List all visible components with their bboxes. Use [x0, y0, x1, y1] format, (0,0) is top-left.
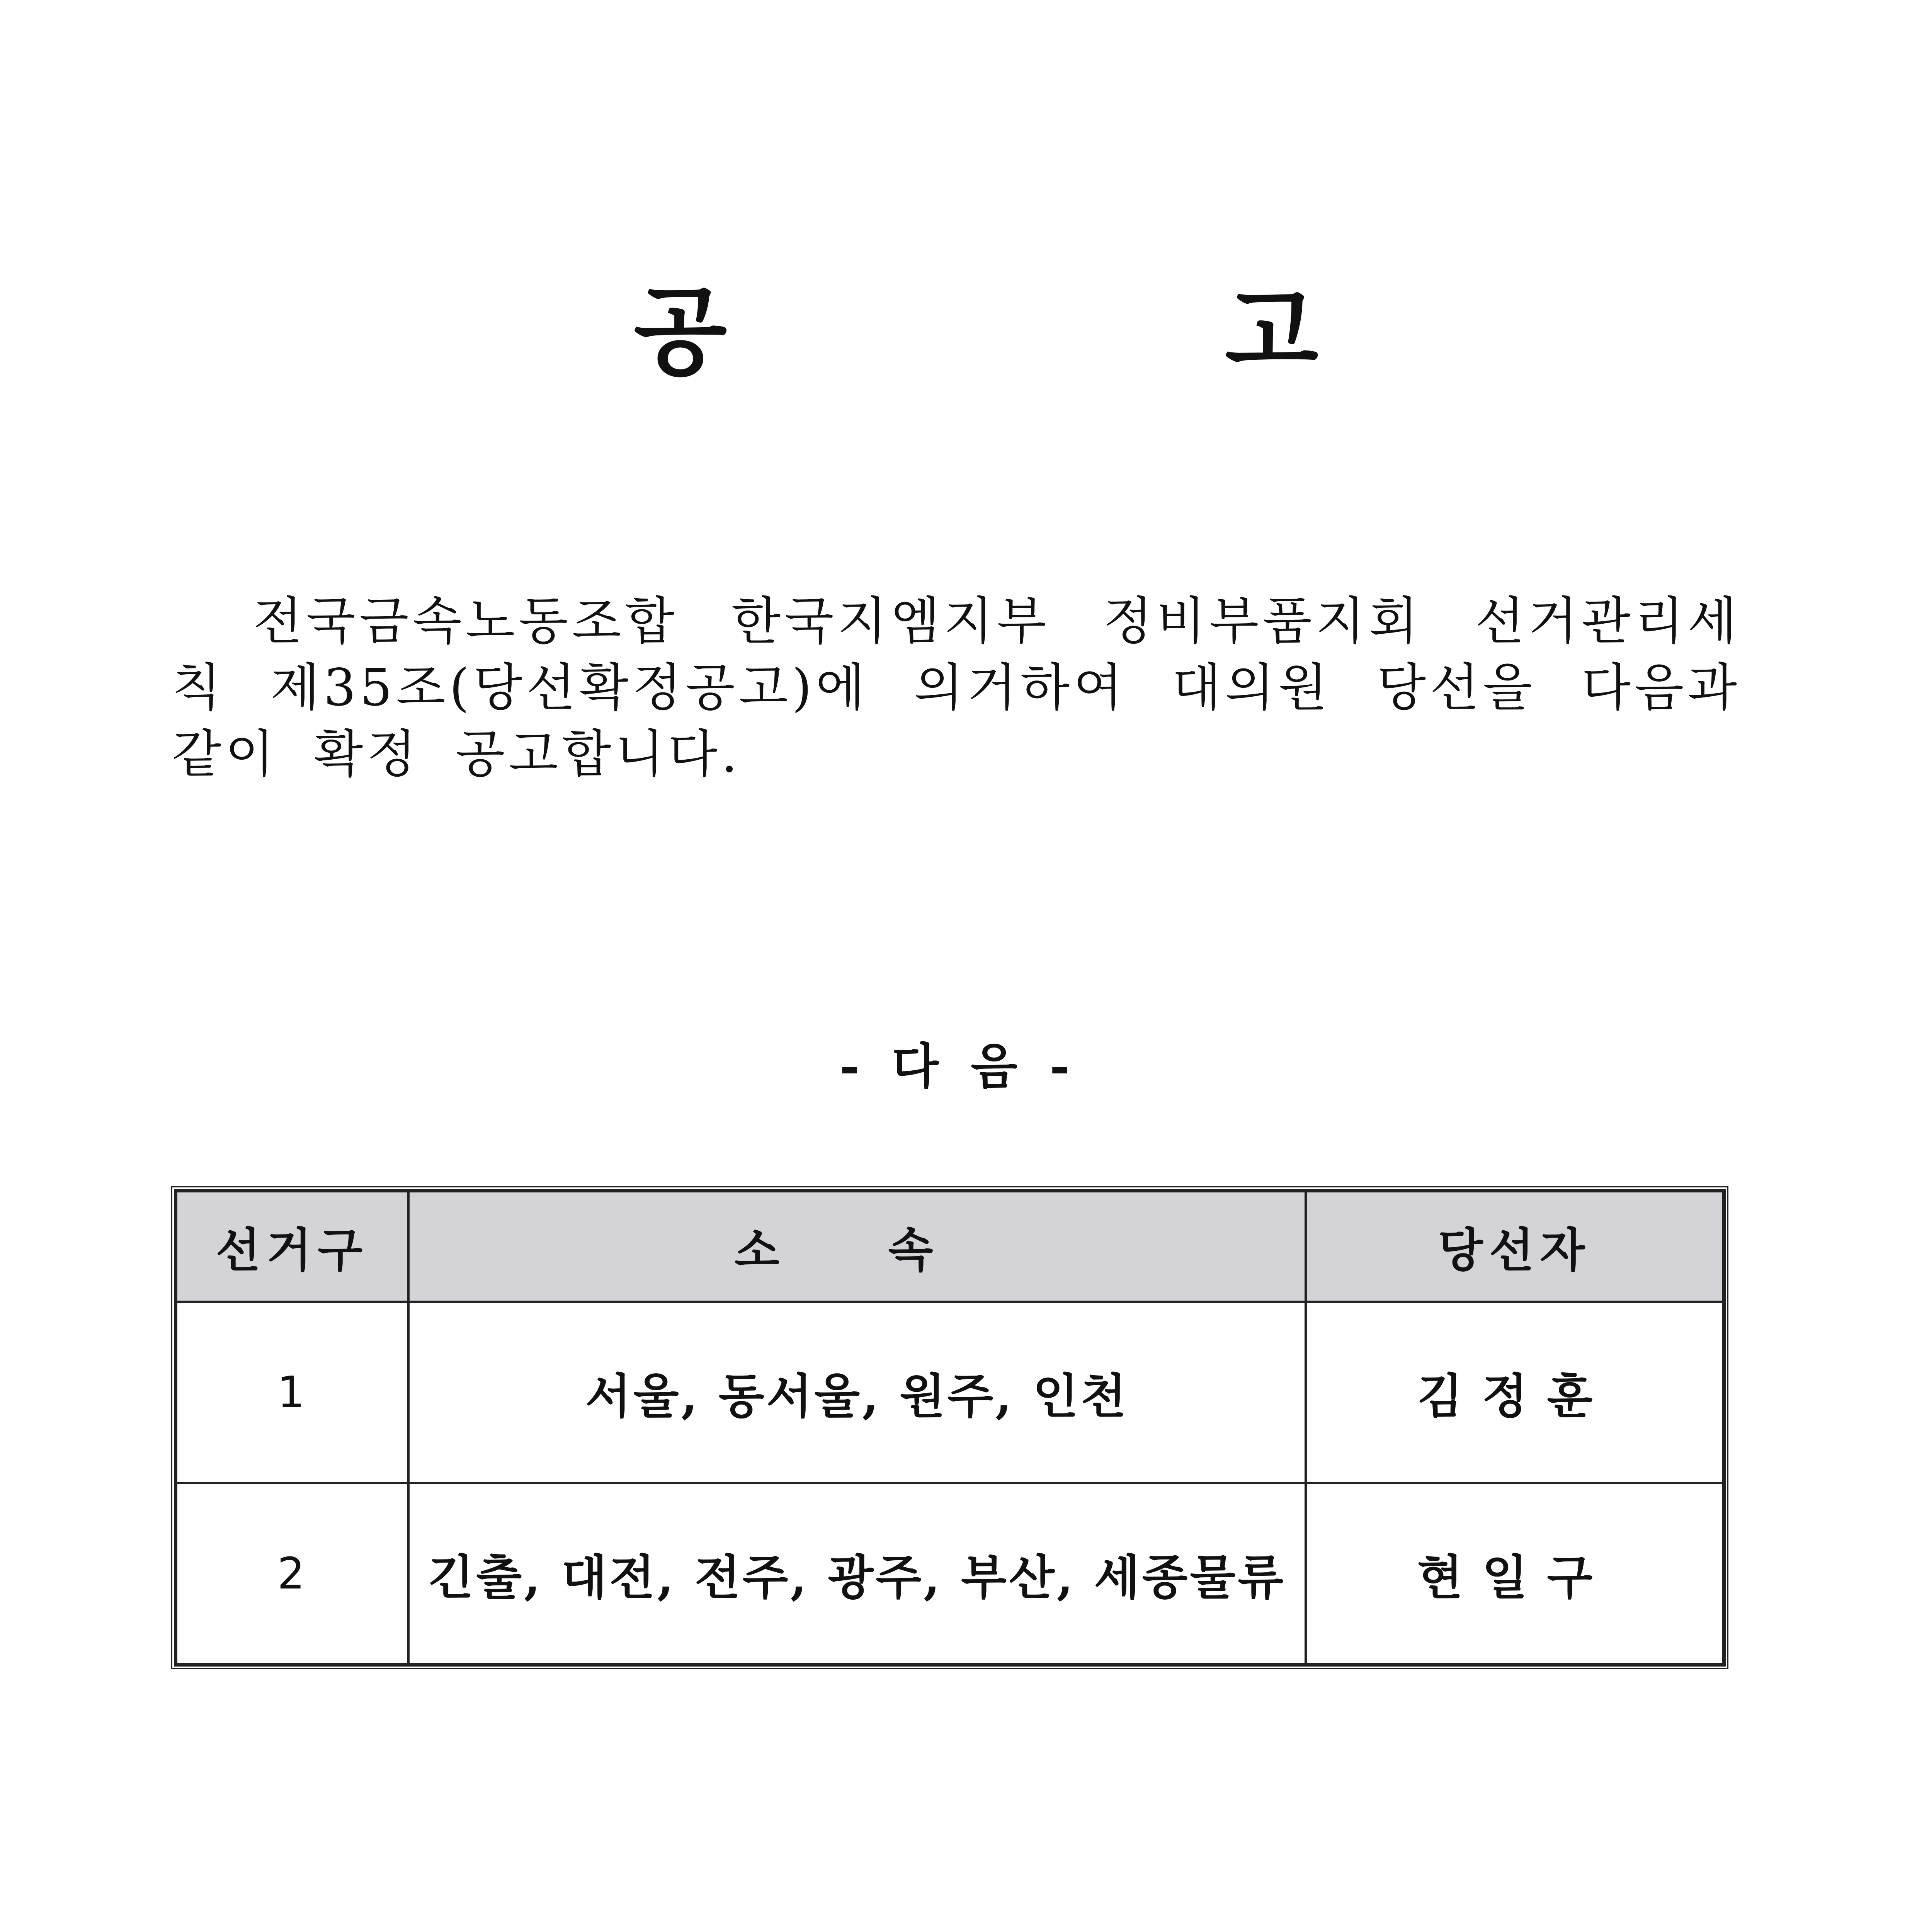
sub-heading: - 다 음 - — [839, 1038, 1078, 1095]
row-1-district: 1 — [176, 1302, 408, 1483]
row-2-affiliation: 긴출, 대전, 전주, 광주, 부산, 세종물류 — [408, 1483, 1306, 1664]
row-2-winner: 현일구 — [1306, 1483, 1723, 1664]
results-table-frame — [171, 1186, 1728, 1669]
title-char-1: 공 — [634, 276, 727, 388]
row-2-district: 2 — [176, 1483, 408, 1664]
results-table — [175, 1190, 1725, 1665]
title-char-2: 고 — [1225, 276, 1318, 388]
row-1-affiliation: 서울, 동서울, 원주, 인천 — [408, 1302, 1306, 1483]
notice-title — [0, 270, 1917, 394]
notice-body-paragraph: 전국금속노동조합 한국지엠지부 정비부품지회 선거관리세칙 제35조(당선확정공고)에 의거하여 대의원 당선을 다음과 같이 확정 공고합니다. — [172, 592, 1741, 784]
header-winner: 당선자 — [1306, 1191, 1723, 1302]
header-district: 선거구 — [176, 1191, 408, 1302]
table-row — [176, 1302, 1723, 1483]
table-header-row — [176, 1191, 1723, 1302]
row-1-winner: 김정훈 — [1306, 1302, 1723, 1483]
header-affiliation: 소 속 — [408, 1191, 1306, 1302]
table-row — [176, 1483, 1723, 1664]
